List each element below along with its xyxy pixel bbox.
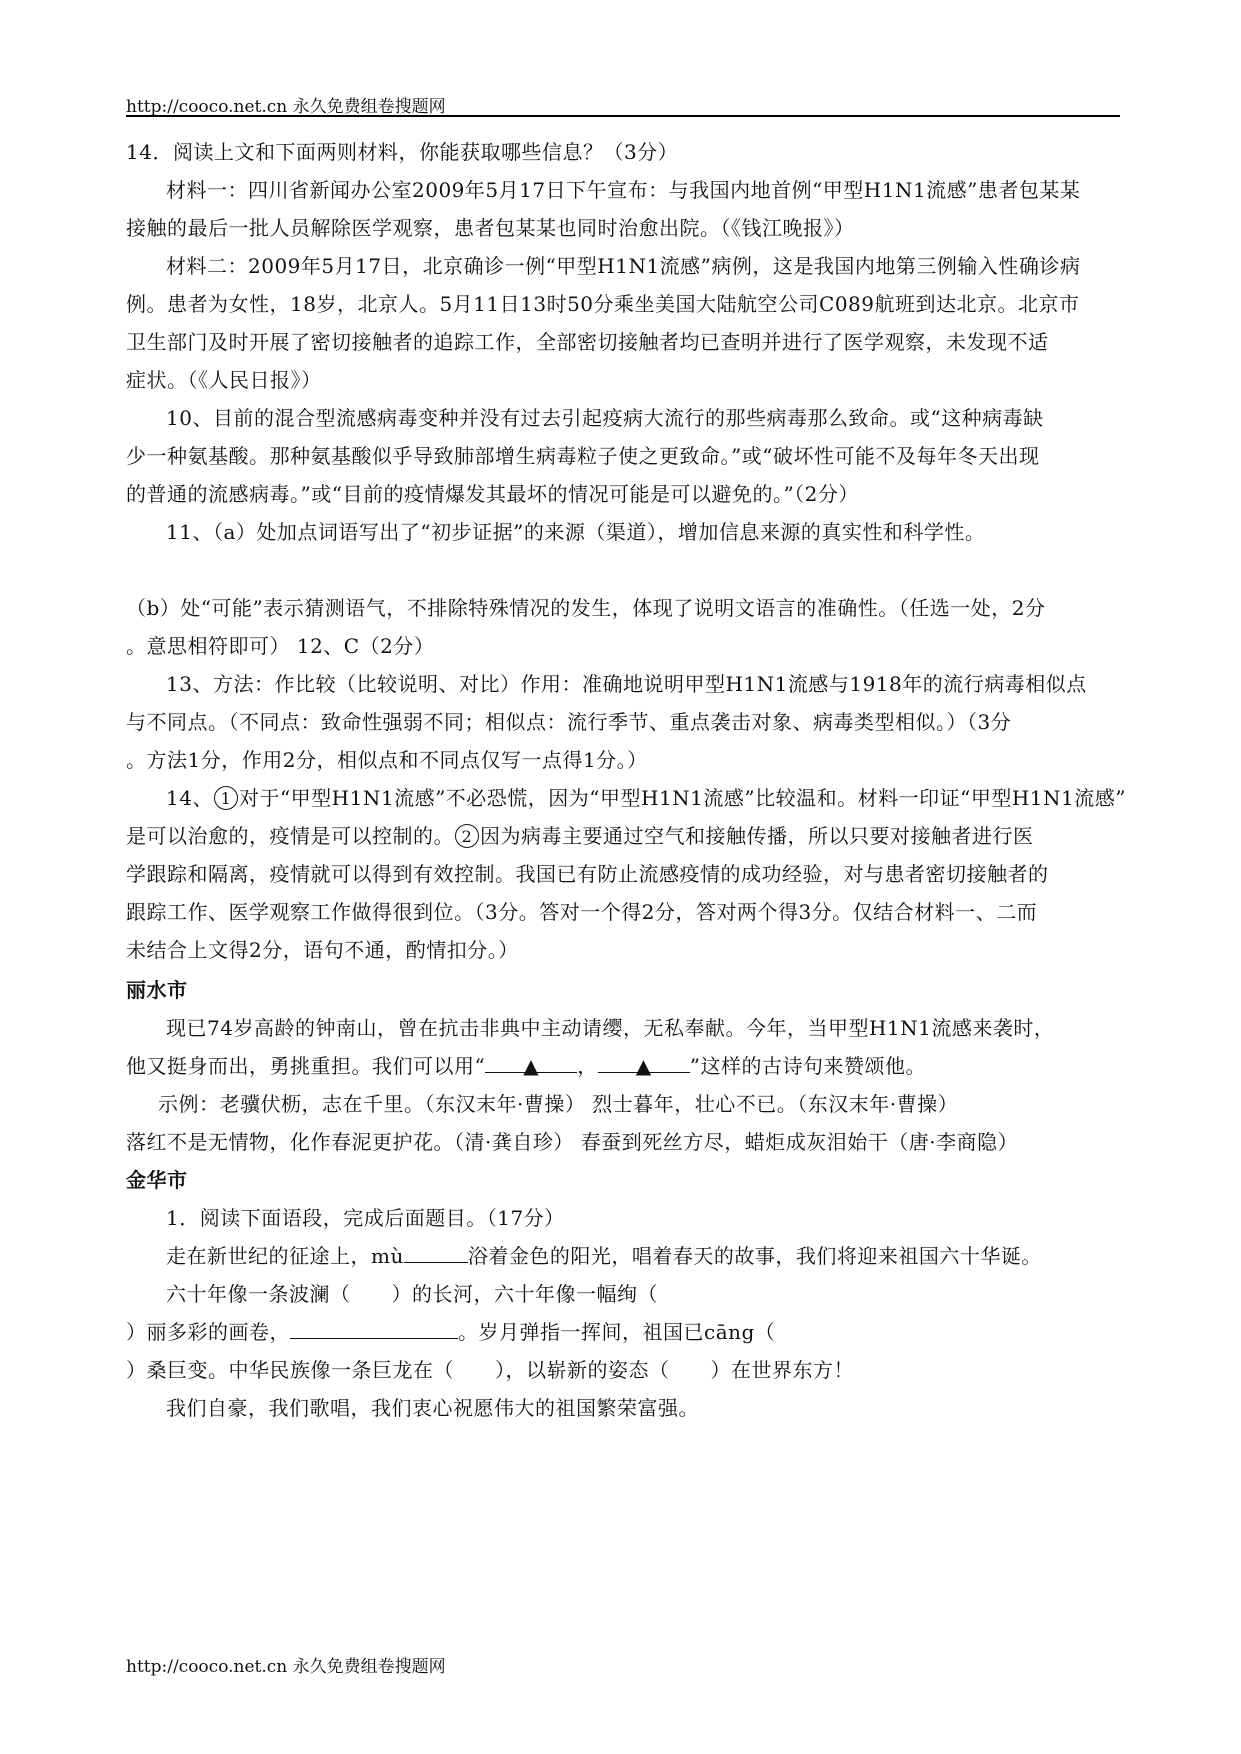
answer-blank-2: ▲ [598,1052,690,1073]
jinhua-question-1: 1．阅读下面语段，完成后面题目。（17分） [166,1206,565,1230]
section-heading-lishui: 丽水市 [126,978,188,1002]
answer-10-line-1: 10、目前的混合型流感病毒变种并没有过去引起疫病大流行的那些病毒那么致命。或“这种病毒缺 [166,406,1044,430]
answer-14-prefix: 14、 [166,786,213,810]
jinhua-text-4a: ）丽多彩的画卷， [126,1320,290,1344]
material-1-line-2: 接触的最后一批人员解除医学观察，患者包某某也同时治愈出院。（《钱江晚报》） [126,216,855,240]
answer-13-line-1: 13、方法：作比较（比较说明、对比）作用：准确地说明甲型H1N1流感与1918年的流行病毒相似点 [166,672,1087,696]
answer-10-line-3: 的普通的流感病毒。”或“目前的疫情爆发其最坏的情况可能是可以避免的。”（2分） [126,482,859,506]
answer-14-text-2b: 因为病毒主要通过空气和接触传播，所以只要对接触者进行医 [480,824,1034,848]
lishui-text-2a: 他又挺身而出，勇挑重担。我们可以用“ [126,1054,486,1078]
lishui-example-2: 落红不是无情物，化作春泥更护花。（清·龚自珍） 春蚕到死丝方尽，蜡炬成灰泪始干（唐·李商隐） [126,1130,1019,1154]
material-2-line-3: 卫生部门及时开展了密切接触者的追踪工作，全部密切接触者均已查明并进行了医学观察，未发现不适 [126,330,1049,354]
material-2-line-1: 材料二：2009年5月17日，北京确诊一例“甲型H1N1流感”病例，这是我国内地第三例输入性确诊病 [166,254,1081,278]
lishui-text-2b: ”这样的古诗句来赞颂他。 [689,1054,926,1078]
jinhua-line-4 [126,1318,775,1346]
answer-14-line-4: 跟踪工作、医学观察工作做得很到位。（3分。答对一个得2分，答对两个得3分。仅结合材料一、二而 [126,900,1038,924]
lishui-example-1: 示例：老骥伏枥，志在千里。（东汉末年·曹操） 烈士暮年，壮心不已。（东汉末年·曹操） [158,1092,959,1116]
header-rule [126,115,1120,117]
answer-14-line-1 [166,784,1126,812]
fill-blank-mu [404,1242,468,1263]
answer-10-line-2: 少一种氨基酸。那种氨基酸似乎导致肺部增生病毒粒子使之更致命。”或“破坏性可能不及每年冬天出现 [126,444,1040,468]
jinhua-line-2 [166,1242,1042,1270]
jinhua-line-3: 六十年像一条波澜（ ）的长河，六十年像一幅绚（ [166,1282,658,1306]
material-2-line-4: 症状。（《人民日报》） [126,368,322,392]
answer-11-line-1: 11、（a）处加点词语写出了“初步证据”的来源（渠道），增加信息来源的真实性和科学性。 [166,520,986,544]
jinhua-text-2b: 浴着金色的阳光，唱着春天的故事，我们将迎来祖国六十华诞。 [467,1244,1042,1268]
section-heading-jinhua: 金华市 [126,1168,188,1192]
lishui-line-2 [126,1052,926,1080]
page-header: http://cooco.net.cn 永久免费组卷搜题网 [126,97,446,117]
answer-14-text-2a: 是可以治愈的，疫情是可以控制的。 [126,824,454,848]
answer-11-line-2: （b）处“可能”表示猜测语气，不排除特殊情况的发生，体现了说明文语言的准确性。（任选一处，2分 [126,596,1046,620]
page-footer: http://cooco.net.cn 永久免费组卷搜题网 [126,1657,446,1677]
circled-number-1: 1 [214,786,238,810]
answer-14-line-5: 未结合上文得2分，语句不通，酌情扣分。） [126,938,519,962]
lishui-comma: ， [577,1054,598,1078]
answer-11-line-3: 。意思相符即可） 12、C（2分） [126,634,435,658]
answer-13-line-2: 与不同点。（不同点：致命性强弱不同；相似点：流行季节、重点袭击对象、病毒类型相似。）（3分 [126,710,1012,734]
answer-14-line-2 [126,822,1034,850]
question-14-title: 14．阅读上文和下面两则材料，你能获取哪些信息？（3分） [126,140,679,164]
answer-13-line-3: 。方法1分，作用2分，相似点和不同点仅写一点得1分。） [126,748,648,772]
material-2-line-2: 例。患者为女性，18岁，北京人。5月11日13时50分乘坐美国大陆航空公司C089航班到达北京。北京市 [126,292,1080,316]
fill-blank-sentence [290,1318,458,1339]
jinhua-line-6: 我们自豪，我们歌唱，我们衷心祝愿伟大的祖国繁荣富强。 [166,1396,699,1420]
circled-number-2: 2 [455,824,479,848]
jinhua-line-5: ）桑巨变。中华民族像一条巨龙在（ ），以崭新的姿态（ ）在世界东方！ [126,1358,854,1382]
jinhua-text-4b: 。岁月弹指一挥间，祖国已cāng（ [458,1320,776,1344]
lishui-line-1: 现已74岁高龄的钟南山，曾在抗击非典中主动请缨，无私奉献。今年，当甲型H1N1流感来袭时， [166,1016,1055,1040]
answer-14-line-3: 学跟踪和隔离，疫情就可以得到有效控制。我国已有防止流感疫情的成功经验，对与患者密切接触者的 [126,862,1049,886]
answer-blank-1: ▲ [485,1052,577,1073]
jinhua-text-2a: 走在新世纪的征途上，mù [166,1244,404,1268]
material-1-line-1: 材料一：四川省新闻办公室2009年5月17日下午宣布：与我国内地首例“甲型H1N1流感”患者包某某 [166,178,1081,202]
answer-14-text-1: 对于“甲型H1N1流感”不必恐慌，因为“甲型H1N1流感”比较温和。材料一印证“甲型H1N1流感” [238,786,1126,810]
